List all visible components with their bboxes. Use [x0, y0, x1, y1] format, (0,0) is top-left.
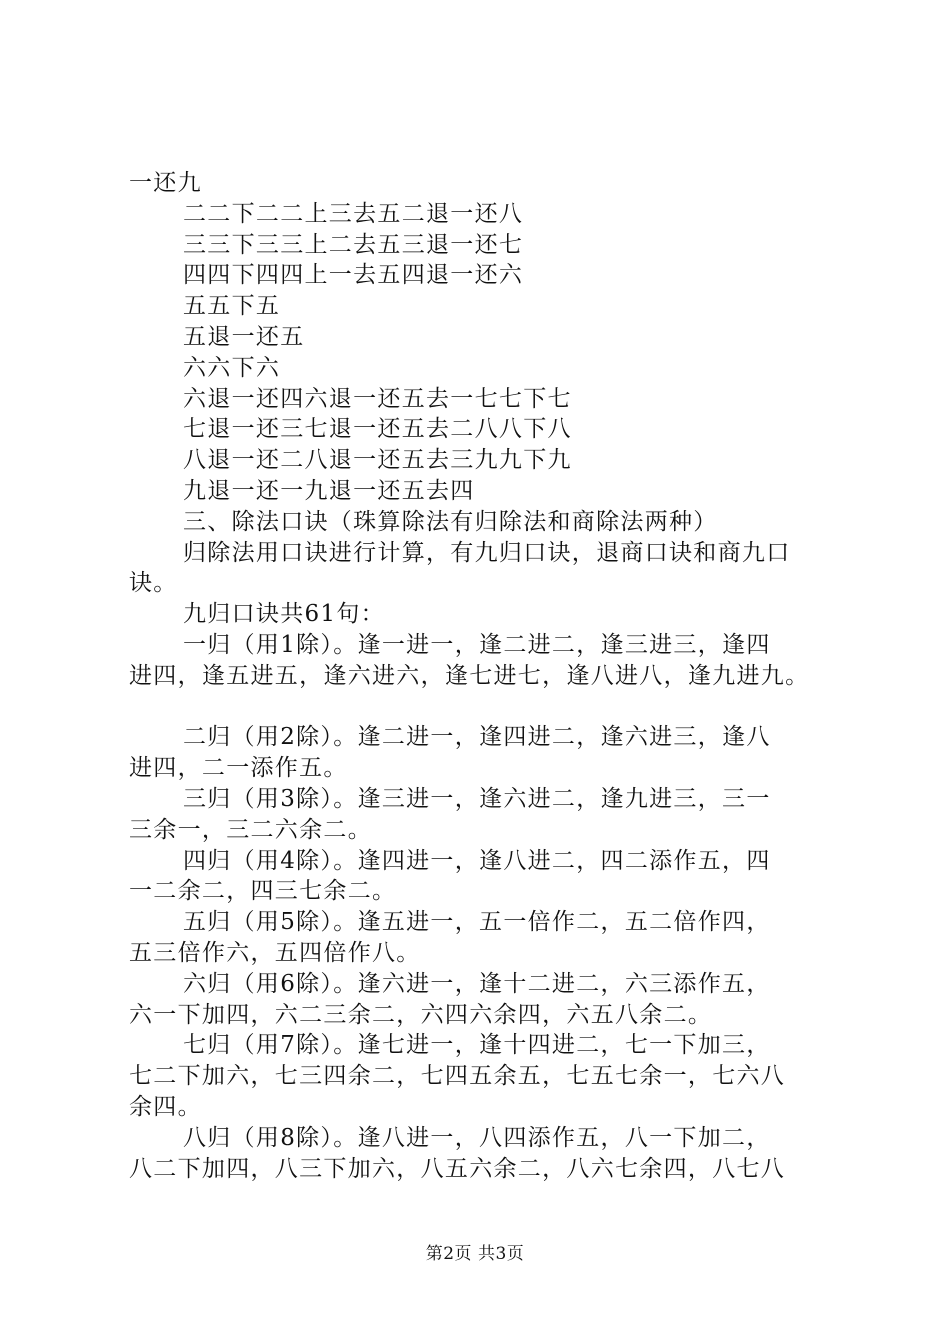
text-line: 三余一，三二六余二。	[129, 816, 372, 843]
text-line: 八归（用8除）。逢八进一，八四添作五，八一下加二，	[183, 1124, 771, 1151]
text-line: 三归（用3除）。逢三进一，逢六进二，逢九进三，三一	[183, 785, 771, 812]
text-line: 一还九	[129, 170, 202, 196]
document-body	[129, 168, 849, 1184]
text-line: 一二余二，四三七余二。	[129, 878, 397, 905]
text-line: 七退一还三七退一还五去二八八下八	[183, 416, 572, 443]
blank-line	[129, 692, 849, 723]
page-footer: 第2页 共3页	[425, 1244, 525, 1264]
text-line: 九归口诀共61句：	[183, 601, 385, 628]
text-line: 二二下二二上三去五二退一还八	[183, 200, 524, 227]
text-line: 六归（用6除）。逢六进一，逢十二进二，六三添作五，	[183, 970, 771, 997]
text-line: 八退一还二八退一还五去三九九下九	[183, 447, 572, 474]
text-line: 一归（用1除）。逢一进一，逢二进二，逢三进三，逢四	[183, 631, 771, 658]
text-line: 四归（用4除）。逢四进一，逢八进二，四二添作五，四	[183, 847, 771, 874]
text-line: 二归（用2除）。逢二进一，逢四进二，逢六进三，逢八	[183, 724, 771, 751]
text-line: 三、除法口诀（珠算除法有归除法和商除法两种）	[183, 508, 718, 535]
text-line: 六退一还四六退一还五去一七七下七	[183, 385, 572, 412]
text-line: 进四，逢五进五，逢六进六，逢七进七，逢八进八，逢九进九。	[129, 662, 810, 689]
text-line: 三三下三三上二去五三退一还七	[183, 231, 524, 258]
text-line: 五五下五	[183, 293, 281, 320]
text-line: 进四，二一添作五。	[129, 755, 348, 782]
text-line: 归除法用口诀进行计算，有九归口诀，退商口诀和商九口	[183, 539, 791, 566]
text-line: 八二下加四，八三下加六，八五六余二，八六七余四，八七八	[129, 1155, 786, 1182]
text-line: 诀。	[129, 570, 178, 597]
text-line: 六六下六	[183, 354, 281, 381]
text-line: 五归（用5除）。逢五进一，五一倍作二，五二倍作四，	[183, 909, 771, 936]
text-line: 五退一还五	[183, 323, 305, 350]
text-line: 余四。	[129, 1093, 202, 1120]
text-line: 七二下加六，七三四余二，七四五余五，七五七余一，七六八	[129, 1063, 786, 1090]
text-line: 九退一还一九退一还五去四	[183, 477, 475, 504]
text-line: 六一下加四，六二三余二，六四六余四，六五八余二。	[129, 1001, 713, 1028]
text-line: 七归（用7除）。逢七进一，逢十四进二，七一下加三，	[183, 1032, 771, 1059]
text-line: 四四下四四上一去五四退一还六	[183, 262, 524, 289]
text-line: 五三倍作六，五四倍作八。	[129, 939, 421, 966]
